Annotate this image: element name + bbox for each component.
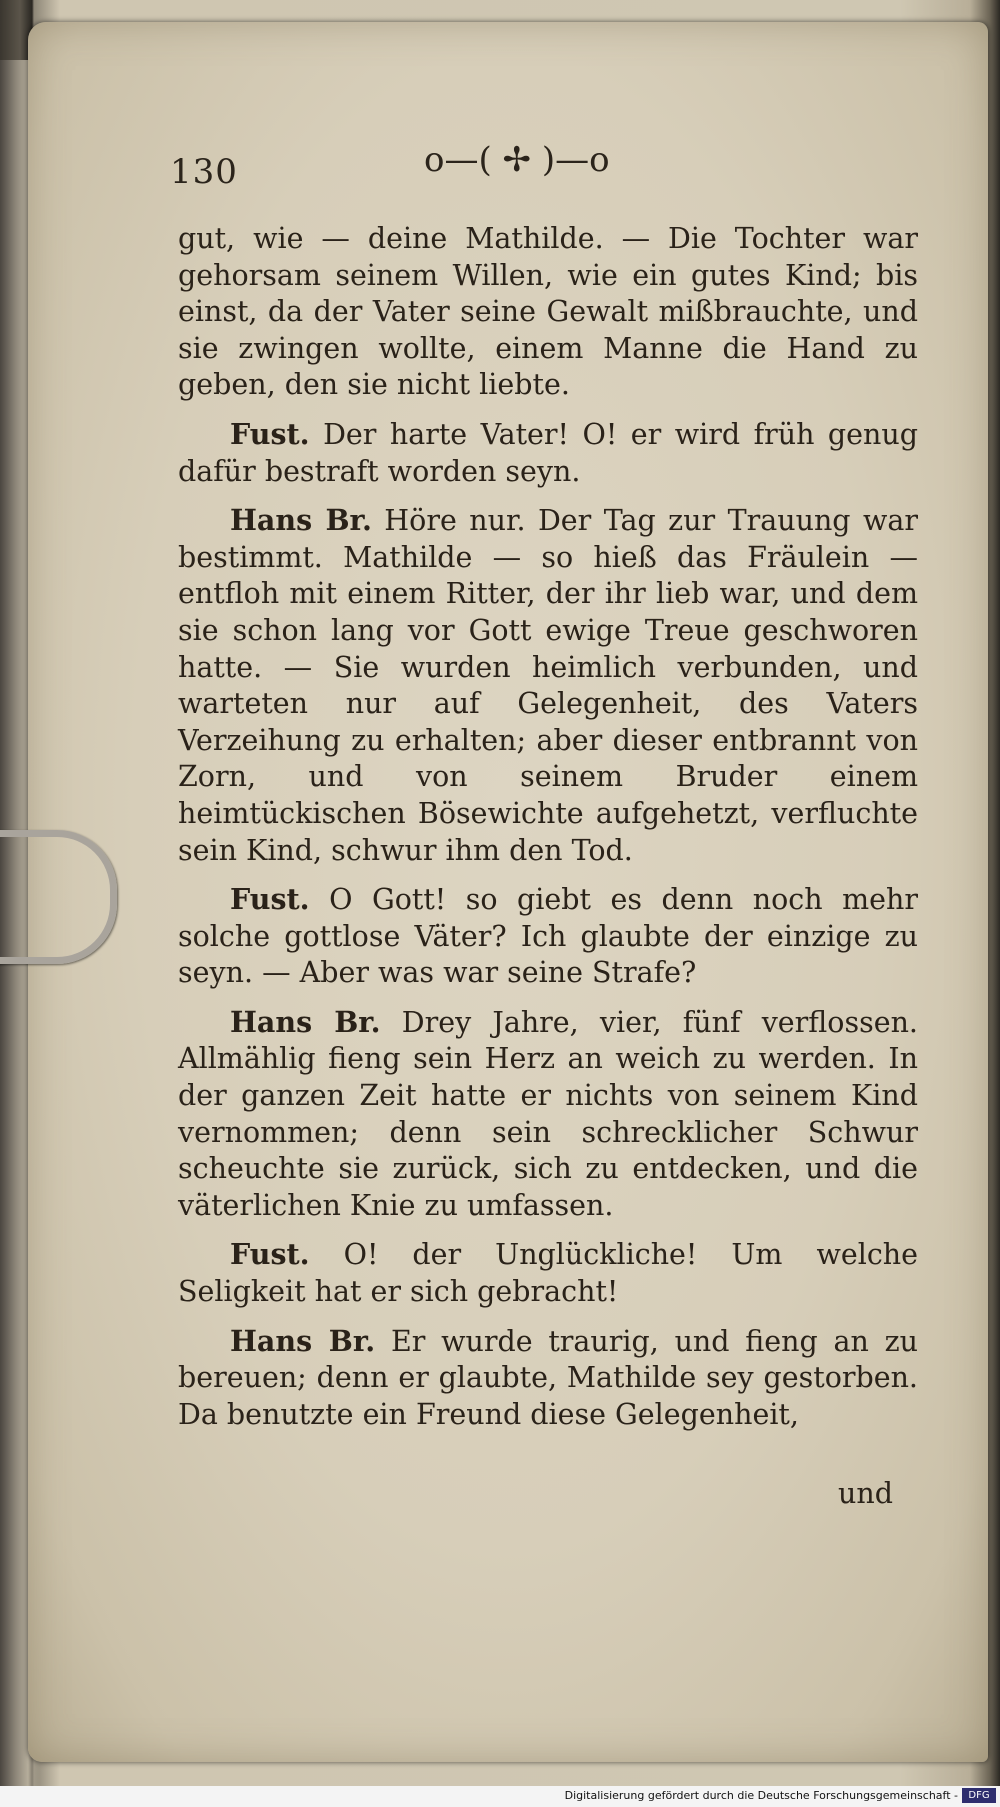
paragraph-text: Der harte Vater! O! er wird früh genug dafür bestraft worden seyn. (178, 417, 918, 488)
paragraph-4 (178, 881, 918, 992)
speaker-label: Fust. (230, 1237, 310, 1272)
speaker-label: Hans Br. (230, 1323, 376, 1358)
paragraph-text: Höre nur. Der Tag zur Trauung war bestimmt. Mathilde — so hieß das Fräulein — entfloh mit einem Ritter, der ihr lieb war, und dem sie schon lang vor Gott ewige Treue geschworen hatte. — Sie wurden heimlich verbunden, und warteten nur auf Gelegenheit, des Vaters Verzeihung zu erhalten; aber dieser entbrannt von Zorn, und von seinem Bruder einem heimtückischen Bösewichte aufgehetzt, verfluchte sein Kind, schwur ihm den Tod. (178, 504, 918, 867)
page-body-text (178, 220, 918, 1445)
paper-clip (0, 830, 117, 964)
paragraph-3 (178, 502, 918, 869)
paragraph-5 (178, 1004, 918, 1225)
paragraph-6 (178, 1236, 918, 1310)
speaker-label: Hans Br. (230, 1004, 381, 1039)
header-ornament: o—( ✢ )—o (424, 140, 610, 180)
paragraph-2 (178, 416, 918, 490)
paragraph-text: Drey Jahre, vier, fünf verflossen. Allmählig fieng sein Herz an weich zu werden. In der ganzen Zeit hatte er nichts von seinem Kind vernommen; denn sein schrecklicher Schwur scheuchte sie zurück, sich zu entdecken, und die väterlichen Knie zu umfassen. (178, 1005, 918, 1222)
paragraph-text: Er wurde traurig, und fieng an zu bereuen; denn er glaubte, Mathilde sey gestorben. Da benutzte ein Freund diese Gelegenheit, (178, 1324, 918, 1431)
book-page (28, 22, 988, 1762)
paragraph-7 (178, 1323, 918, 1434)
speaker-label: Fust. (230, 882, 310, 917)
paragraph-text: O! der Unglückliche! Um welche Seligkeit hat er sich gebracht! (178, 1238, 918, 1309)
digitization-credit: Digitalisierung gefördert durch die Deutsche Forschungsgemeinschaft - (564, 1789, 958, 1802)
catchword: und (838, 1477, 893, 1510)
page-number: 130 (170, 152, 238, 192)
paragraph-text: gut, wie — deine Mathilde. — Die Tochter war gehorsam seinem Willen, wie ein gutes Kind; bis einst, da der Vater seine Gewalt mißbrauchte, und sie zwingen wollte, einem Manne die Hand zu geben, den sie nicht liebte. (178, 222, 918, 402)
speaker-label: Fust. (230, 416, 310, 451)
dfg-logo: DFG (962, 1788, 996, 1803)
page-header (28, 140, 988, 200)
paragraph-text: O Gott! so giebt es denn noch mehr solche gottlose Väter? Ich glaubte der einzige zu seyn. — Aber was war seine Strafe? (178, 883, 918, 990)
paragraph-1 (178, 220, 918, 404)
speaker-label: Hans Br. (230, 503, 372, 538)
